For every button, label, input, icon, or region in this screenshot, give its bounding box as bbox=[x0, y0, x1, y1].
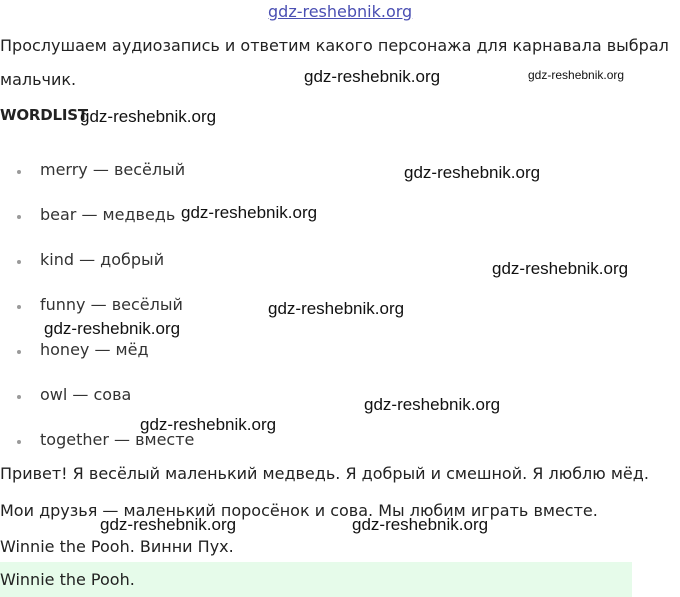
wordlist-item: honey — мёд bbox=[40, 340, 149, 359]
bullet-icon bbox=[17, 350, 21, 354]
watermark: gdz-reshebnik.org bbox=[304, 67, 441, 86]
text-line-2: Мои друзья — маленький поросёнок и сова. Мы любим играть вместе. bbox=[0, 501, 598, 520]
bullet-icon bbox=[17, 215, 21, 219]
watermark-top-link[interactable]: gdz-reshebnik.org bbox=[268, 2, 413, 21]
watermark: gdz-reshebnik.org bbox=[364, 395, 501, 414]
text-line-3: Winnie the Pooh. Винни Пух. bbox=[0, 537, 234, 556]
bullet-icon bbox=[17, 305, 21, 309]
bullet-icon bbox=[17, 170, 21, 174]
watermark: gdz-reshebnik.org bbox=[140, 415, 277, 434]
wordlist-item: funny — весёлый bbox=[40, 295, 183, 314]
bullet-icon bbox=[17, 260, 21, 264]
watermark: gdz-reshebnik.org bbox=[100, 515, 237, 534]
wordlist-item: together — вместе bbox=[40, 430, 195, 449]
wordlist-item: kind — добрый bbox=[40, 250, 165, 269]
watermark: gdz-reshebnik.org bbox=[404, 163, 541, 182]
watermark: gdz-reshebnik.org bbox=[181, 203, 318, 222]
wordlist-item: owl — сова bbox=[40, 385, 132, 404]
answer-text: Winnie the Pooh. bbox=[0, 570, 135, 589]
wordlist-item: merry — весёлый bbox=[40, 160, 186, 179]
bullet-icon bbox=[17, 395, 21, 399]
bullet-icon bbox=[17, 440, 21, 444]
watermark: gdz-reshebnik.org bbox=[528, 68, 625, 82]
wordlist-item: bear — медведь bbox=[40, 205, 176, 224]
text-line-1: Привет! Я весёлый маленький медведь. Я добрый и смешной. Я люблю мёд. bbox=[0, 464, 649, 483]
intro-line-2: мальчик. bbox=[0, 70, 77, 89]
intro-line-1: Прослушаем аудиозапись и ответим какого персонажа для карнавала выбрал bbox=[0, 36, 669, 55]
watermark: gdz-reshebnik.org bbox=[268, 299, 405, 318]
answer-box bbox=[0, 562, 632, 597]
watermark: gdz-reshebnik.org bbox=[44, 319, 181, 338]
watermark: gdz-reshebnik.org bbox=[352, 515, 489, 534]
watermark: gdz-reshebnik.org bbox=[492, 259, 629, 278]
watermark: gdz-reshebnik.org bbox=[80, 107, 217, 126]
wordlist-heading: WORDLIST bbox=[0, 106, 88, 124]
